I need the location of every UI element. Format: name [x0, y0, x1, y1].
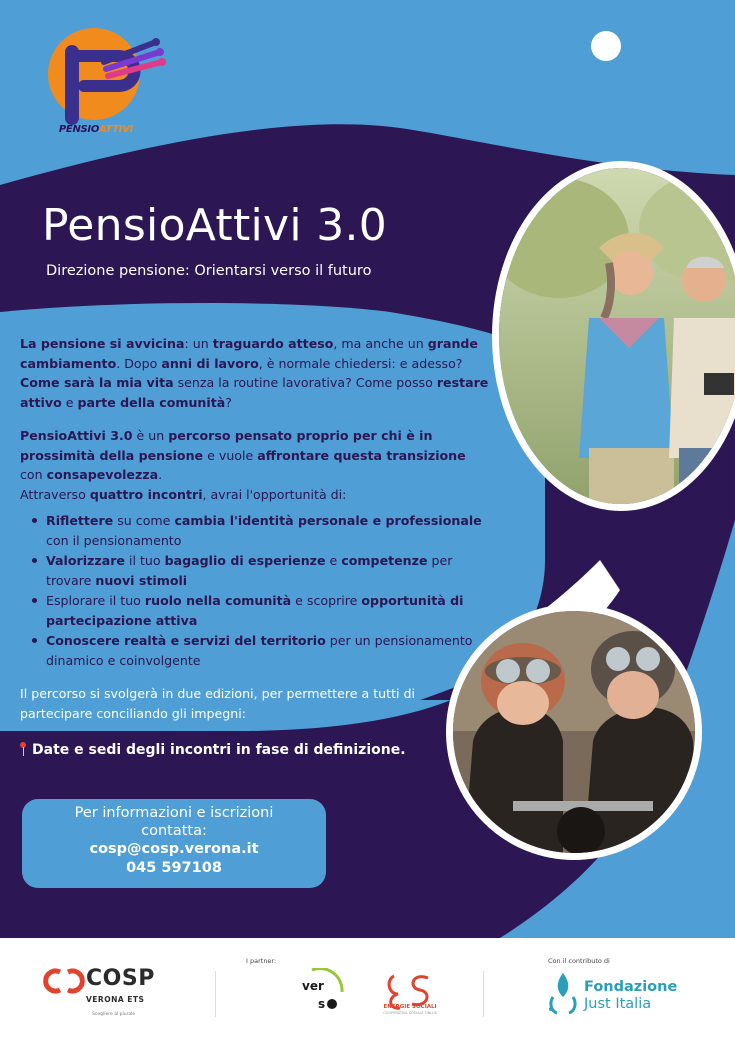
p1-s2: : un: [184, 336, 213, 351]
p1-s10: senza la routine lavorativa? Come posso: [173, 375, 437, 390]
p1-s11: restare attivo: [20, 375, 489, 410]
p1-s7: anni di lavoro: [161, 355, 259, 371]
intro-paragraph: [20, 334, 490, 412]
p1-s13: parte della comunità: [77, 394, 226, 410]
list-item: [26, 591, 496, 630]
p1-s9: Come sarà la mia vita: [20, 375, 174, 390]
p1-s8: , è normale chiedersi: e adesso?: [258, 355, 463, 371]
b3-d: opportunità di partecipazione attiva: [46, 593, 464, 628]
p1-s12: e: [61, 394, 78, 410]
page-title: PensioAttivi 3.0: [42, 200, 388, 251]
p2-s1: PensioAttivi 3.0: [20, 428, 133, 443]
p2-s5: affrontare questa transizione: [257, 447, 466, 463]
dates-notice-text: Date e sedi degli incontri in fase di definizione.: [32, 742, 406, 758]
footer-divider: [483, 971, 484, 1017]
cosp-tagline: Scegliere al plurale: [92, 1012, 136, 1017]
p1-s5: grande cambiamento: [20, 336, 478, 371]
contact-line1: Per informazioni e iscrizioni: [74, 805, 274, 821]
p1-s6: . Dopo: [116, 355, 162, 371]
p2-s4: e vuole: [203, 447, 258, 463]
energie-sociali-name: ENERGIE SOCIALI: [383, 1004, 437, 1010]
b2-g: nuovi stimoli: [95, 572, 188, 588]
svg-text:s: s: [318, 997, 326, 1011]
photo-couple-walking: [492, 161, 735, 511]
page-subtitle: Direzione pensione: Orientarsi verso il futuro: [46, 263, 372, 279]
footer: [0, 938, 735, 1040]
b1-c: cambia l'identità personale e professionale: [174, 513, 482, 528]
contact-box: [22, 799, 326, 888]
cosp-name: COSP: [86, 966, 155, 991]
b2-d: e: [325, 553, 342, 568]
pushpin-icon: [18, 742, 28, 756]
dot-left: [543, 31, 573, 61]
contact-email[interactable]: cosp@cosp.verona.it: [89, 841, 259, 857]
list-item: [26, 551, 496, 590]
p1-s1: La pensione si avvicina: [20, 336, 185, 351]
program-paragraph: [20, 426, 490, 504]
footer-divider: [215, 971, 216, 1017]
fondazione-subtitle: Just Italia: [584, 996, 652, 1012]
cosp-subtitle: VERONA ETS: [86, 995, 145, 1004]
p1-s14: ?: [225, 394, 232, 410]
b4-b: per un pensionamento dinamico e coinvolgente: [46, 633, 473, 668]
b1-d: con il pensionamento: [46, 532, 182, 548]
b2-a: Valorizzare: [46, 553, 125, 568]
editions-paragraph: Il percorso si svolgerà in due edizioni, per permettere a tutti di partecipare conciliando gli impegni:: [20, 686, 416, 721]
b1-b: su come: [113, 513, 175, 528]
list-item: [26, 631, 496, 670]
contact-line2: contatta:: [141, 823, 207, 839]
fondazione-logo-icon: [545, 971, 581, 1017]
svg-text:ver: ver: [302, 979, 324, 993]
p1-s4: , ma anche un: [333, 336, 428, 351]
b4-a: Conoscere realtà e servizi del territorio: [46, 633, 326, 648]
verso-logo-icon: [298, 968, 344, 1016]
p2-s3: percorso pensato proprio per chi è in prossimità della pensione: [20, 428, 433, 463]
dates-notice: [18, 741, 488, 761]
b1-a: Riflettere: [46, 513, 114, 528]
logo-word-pensio: PENSIO: [58, 124, 100, 135]
fondazione-name: Fondazione: [584, 979, 678, 995]
b2-f: per trovare: [46, 553, 453, 588]
contribution-label: Con il contributo di: [548, 957, 610, 965]
p2-s7: consapevolezza: [46, 467, 159, 482]
b3-c: e scoprire: [291, 593, 362, 608]
p2-s9: Attraverso: [20, 486, 90, 502]
objectives-list: [26, 511, 496, 671]
energie-sociali-subtitle: COOPERATIVA SOCIALE ONLUS: [383, 1011, 437, 1015]
p2-s6: con: [20, 467, 47, 482]
dot-middle: [591, 31, 621, 61]
b3-a: Esplorare il tuo: [46, 593, 145, 608]
logo-word-attivi: ATTIVI: [99, 124, 134, 135]
p1-s3: traguardo atteso: [212, 336, 334, 351]
couple-walking-image-icon: [499, 168, 735, 511]
b2-b: il tuo: [124, 553, 165, 568]
b2-e: competenze: [341, 553, 428, 568]
dot-right: [639, 31, 669, 61]
p2-s8: .: [158, 467, 163, 482]
b2-c: bagaglio di esperienze: [164, 553, 326, 568]
partners-label: I partner:: [246, 957, 277, 965]
list-item: [26, 511, 496, 550]
p2-s10: quattro incontri: [89, 486, 203, 502]
photo-couple-motorcycle: [446, 604, 702, 860]
cosp-mark-icon: [42, 966, 86, 996]
p2-s2: è un: [132, 428, 169, 443]
p2-s11: , avrai l'opportunità di:: [202, 486, 347, 502]
contact-phone[interactable]: 045 597108: [126, 860, 222, 876]
b3-b: ruolo nella comunità: [144, 593, 292, 608]
logo-wordmark: [44, 124, 148, 135]
